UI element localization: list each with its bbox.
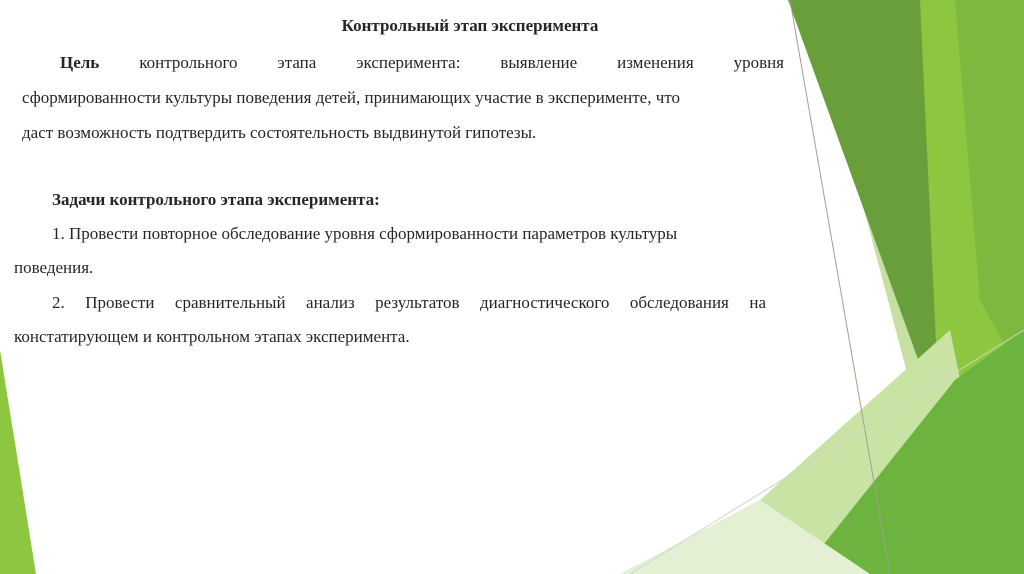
goal-label: Цель (60, 53, 100, 72)
task-1-line-2: поведения. (14, 258, 94, 277)
task-2-line-2: констатирующем и контрольном этапах эксперимента. (14, 327, 410, 346)
goal-line-1 (60, 52, 784, 74)
goal-word: уровня (733, 53, 785, 72)
goal-word: эксперимента: (356, 53, 461, 72)
facet-left-edge (0, 350, 36, 574)
page-title: Контрольный этап эксперимента (341, 16, 599, 35)
task-2-line-1: 2. Провести сравнительный анализ результатов диагностического обследования на (52, 293, 766, 312)
goal-line-3: даст возможность подтвердить состоятельность выдвинутой гипотезы. (22, 123, 537, 142)
goal-word: выявление (500, 53, 578, 72)
goal-word: изменения (617, 53, 694, 72)
task-1-line-1: 1. Провести повторное обследование уровня сформированности параметров культуры (52, 224, 678, 243)
goal-word: контрольного (139, 53, 238, 72)
goal-line-2: сформированности культуры поведения детей, принимающих участие в эксперименте, что (22, 88, 680, 107)
tasks-heading: Задачи контрольного этапа эксперимента: (52, 190, 380, 209)
goal-word: этапа (277, 53, 317, 72)
